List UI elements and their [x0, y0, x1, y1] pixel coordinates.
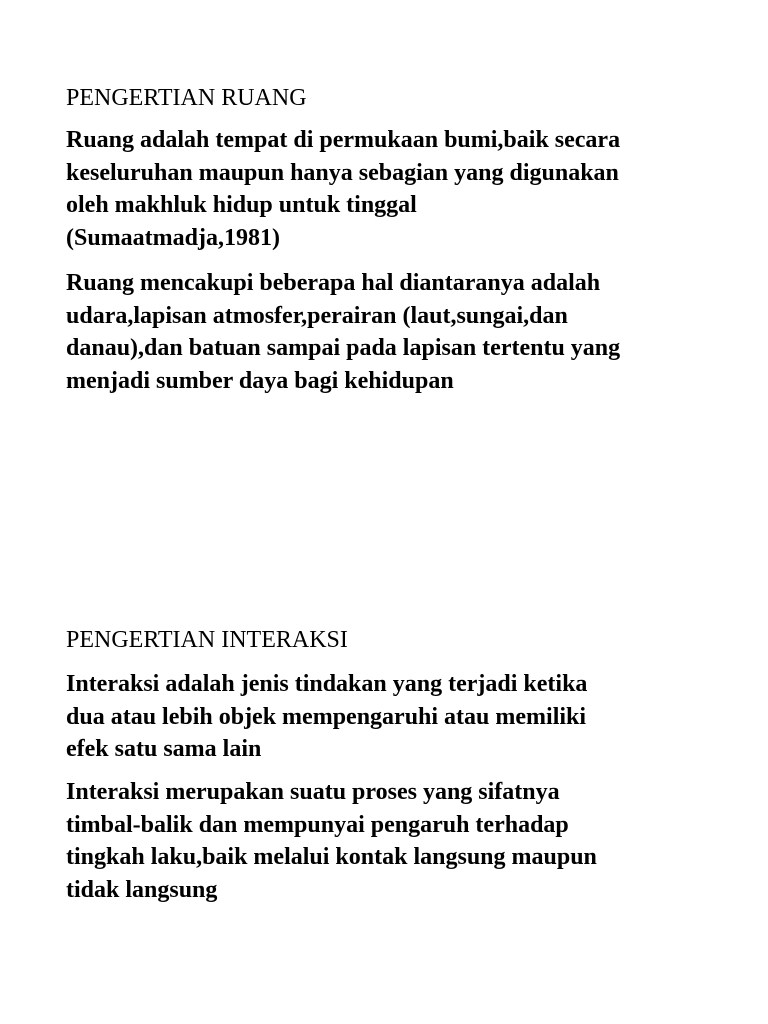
paragraph-interaksi-definition [66, 668, 716, 766]
text-line: dua atau lebih objek mempengaruhi atau memiliki [66, 703, 587, 730]
text-line: danau),dan batuan sampai pada lapisan tertentu yang [66, 335, 621, 361]
text-line: tingkah laku,baik melalui kontak langsung maupun [66, 844, 597, 870]
text-line: timbal-balik dan mempunyai pengaruh terhadap [66, 811, 569, 838]
text-line: oleh makhluk hidup untuk tinggal [66, 192, 417, 218]
text-line: keseluruhan maupun hanya sebagian yang digunakan [66, 159, 619, 186]
text-line: Interaksi merupakan suatu proses yang sifatnya [66, 779, 560, 805]
text-line: udara,lapisan atmosfer,perairan (laut,sungai,dan [66, 302, 568, 329]
text-line: Interaksi adalah jenis tindakan yang terjadi ketika [66, 671, 588, 697]
text-line: tidak langsung [66, 876, 218, 903]
paragraph-ruang-definition [66, 124, 716, 254]
paragraph-interaksi-process [66, 776, 716, 906]
paragraph-ruang-scope [66, 267, 716, 397]
section-title-interaksi: PENGERTIAN INTERAKSI [66, 627, 348, 653]
text-line: Ruang mencakupi beberapa hal diantaranya adalah [66, 270, 601, 296]
section-title-ruang: PENGERTIAN RUANG [66, 85, 307, 111]
text-line: menjadi sumber daya bagi kehidupan [66, 367, 454, 394]
text-line: Ruang adalah tempat di permukaan bumi,baik secara [66, 127, 621, 153]
text-line: efek satu sama lain [66, 736, 262, 762]
text-line: (Sumaatmadja,1981) [66, 224, 280, 251]
